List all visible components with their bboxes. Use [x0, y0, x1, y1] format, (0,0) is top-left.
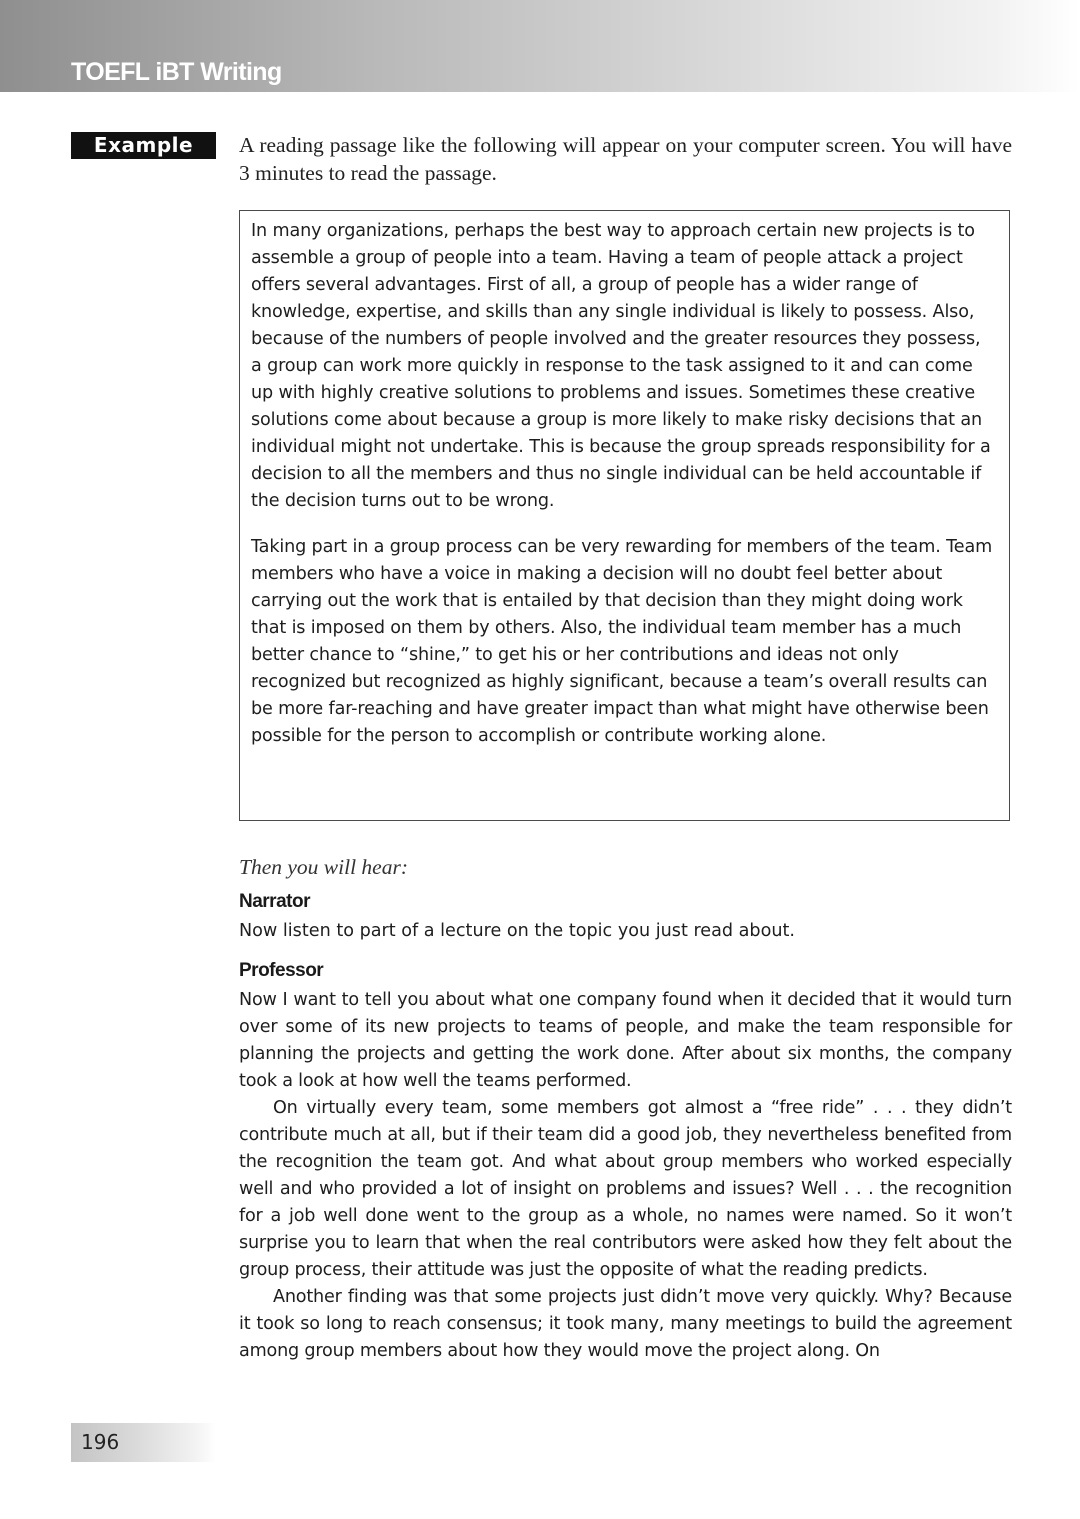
example-label: Example — [71, 132, 216, 159]
lecture-paragraph-2: On virtually every team, some members got almost a “free ride” . . . they didn’t contribute much at all, but if their team did a good job, they nevertheless benefited from the recognition the team got. And what about group members who worked especially well and who provided a lot of insight on problems and issues? Well . . . the recognition for a job well done went to the group as a whole, no names were named. So it won’t surprise you to learn that when the real contributors were asked how they felt about the group process, their attitude was just the opposite of what the reading predicts. — [239, 1098, 1012, 1280]
professor-label: Professor — [239, 960, 324, 981]
example-intro: A reading passage like the following will appear on your computer screen. You will have 3 minutes to read the passage. — [239, 133, 1012, 185]
passage-paragraph-2: Taking part in a group process can be very rewarding for members of the team. Team members who have a voice in making a decision will no doubt feel better about carrying out the work that is entailed by that decision than they might doing work that is imposed on them by others. Also, the individual team member has a much better chance to “shine,” to get his or her contributions and ideas not only recognized but recognized as highly significant, because a team’s overall results can be more far-reaching and have greater impact than what might have otherwise been possible for the person to accomplish or contribute working alone. — [251, 537, 993, 746]
page-footer-tab — [71, 1423, 216, 1462]
professor-lecture — [239, 987, 1012, 1365]
then-you-will-hear: Then you will hear: — [239, 855, 408, 879]
running-head-band — [0, 0, 1080, 92]
passage-paragraph-1: In many organizations, perhaps the best way to approach certain new projects is to assemble a group of people into a team. Having a team of people attack a project offers several advantages. First of all, a group of people has a wider range of knowledge, expertise, and skills than any single individual is likely to possess. Also, because of the numbers of people involved and the greater resources they possess, a group can work more quickly in response to the task assigned to it and can come up with highly creative solutions to problems and issues. Sometimes these creative solutions come about because a group is more likely to make risky decisions that an individual might not undertake. This is because the group spreads responsibility for a decision to all the members and thus no single individual can be held accountable if the decision turns out to be wrong. — [251, 221, 991, 511]
narrator-text: Now listen to part of a lecture on the topic you just read about. — [239, 921, 796, 941]
reading-passage-box — [239, 210, 1010, 821]
running-head-title: TOEFL iBT Writing — [71, 58, 282, 86]
lecture-paragraph-3: Another finding was that some projects just didn’t move very quickly. Why? Because it took so long to reach consensus; it took many, many meetings to build the agreement among group members about how they would move the project along. On — [239, 1287, 1012, 1361]
narrator-label: Narrator — [239, 891, 310, 912]
lecture-paragraph-1: Now I want to tell you about what one company found when it decided that it would turn over some of its new projects to teams of people, and make the team responsible for planning the projects and getting the work done. After about six months, the company took a look at how well the teams performed. — [239, 990, 1012, 1091]
page-number: 196 — [81, 1430, 120, 1454]
